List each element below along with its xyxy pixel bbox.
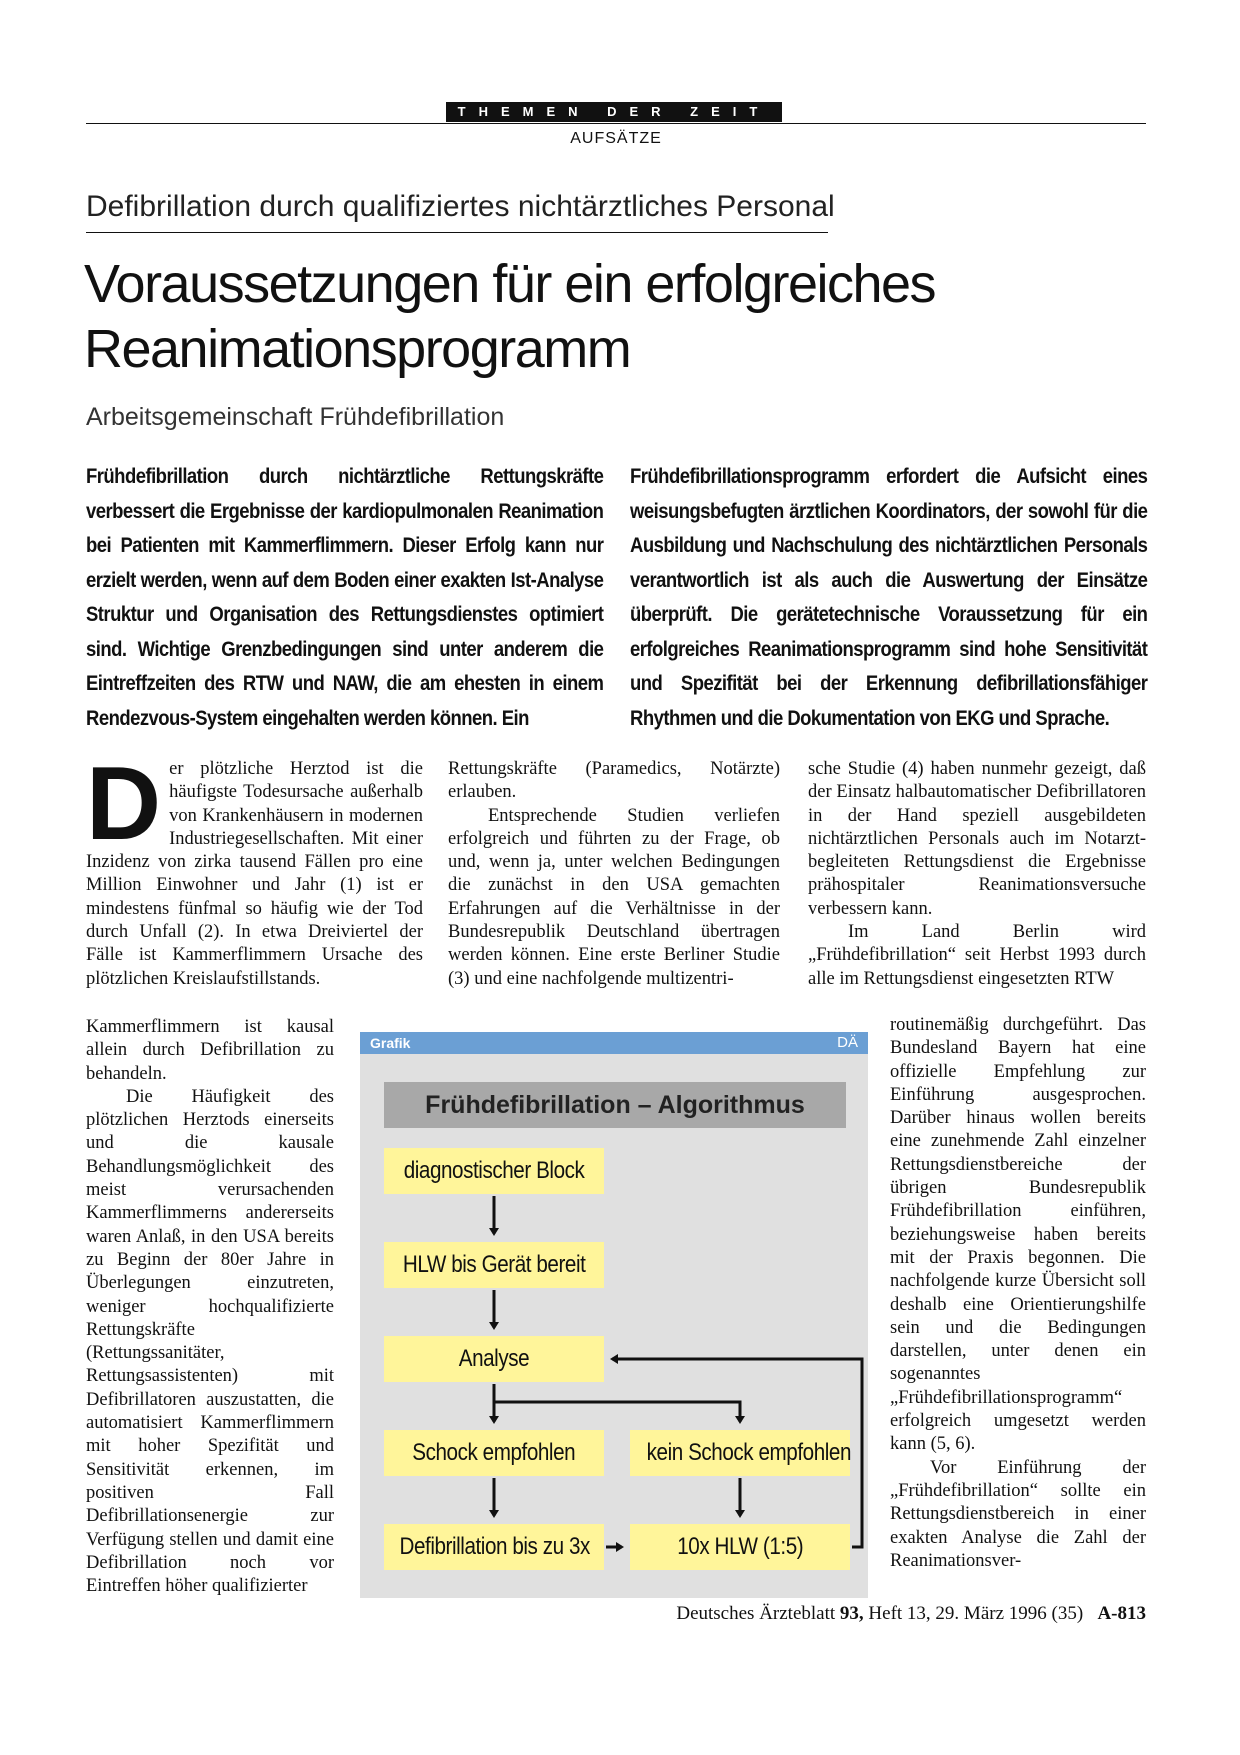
kicker: Defibrillation durch qualifiziertes nichtärztliches Personal — [86, 190, 835, 223]
body-paragraph — [86, 746, 423, 991]
flow-box-hlw: HLW bis Gerät bereit — [384, 1242, 604, 1288]
body-column-3-bottom — [890, 1014, 1146, 1573]
figure-label: Grafik — [370, 1035, 411, 1051]
kicker-rule — [86, 232, 828, 233]
headline-line-2: Reanimationsprogramm — [84, 319, 631, 379]
headline-line-1: Voraussetzungen für ein erfolgreiches — [84, 254, 936, 314]
flow-box-diagnostic: diagnostischer Block — [384, 1148, 604, 1194]
journal-volume: 93, — [839, 1603, 864, 1624]
body-paragraph: Rettungskräfte (Paramedics, Notärzte) erlauben. — [448, 759, 780, 803]
section-label: AUFSÄTZE — [570, 130, 662, 147]
flow-box-hlw-10x: 10x HLW (1:5) — [630, 1524, 850, 1570]
body-paragraph: Entsprechende Studien verliefen erfolgreich und führten zu der Frage, ob und, wenn ja, unter welchen Bedingungen die zunächst in den USA gemachten Erfahrungen auf die Verhältnisse in der Bundesrepublik Deutschland übertragen werden können. Eine erste Berliner Studie (3) und eine nachfolgende multizentri- — [448, 805, 780, 989]
body-text: er plötzliche Herztod ist die häufigste Todesursache außerhalb von Krankenhäusern in modernen Industriegesellschaften. Mit einer Inzidenz von zirka tausend Fällen pro eine Million Einwohner und Jahr (1) ist er mindestens fünfmal so häufig wie der Tod durch Unfall (2). In etwa Dreiviertel der Fälle ist Kammerflimmern Ursache des plötzlichen Kreislaufstillstands. — [86, 759, 423, 989]
page-number: A-813 — [1097, 1603, 1146, 1624]
body-paragraph: sche Studie (4) haben nunmehr gezeigt, daß der Einsatz halbautomatischer Defibrillatoren in der Hand speziell ausgebildeten nichtärztlichen Personals auch im Notarzt-begleiteten Rettungsdienst die Ergebnisse prähospitaler Reanimationsversuche verbessern kann. — [808, 759, 1146, 919]
figure-title: Frühdefibrillation – Algorithmus — [384, 1082, 846, 1128]
flow-box-kein-schock: kein Schock empfohlen — [630, 1430, 850, 1476]
page-footer — [630, 1603, 1146, 1625]
flow-box-defibrillation: Defibrillation bis zu 3x — [384, 1524, 604, 1570]
journal-name: Deutsches Ärzteblatt — [676, 1603, 836, 1624]
lead-paragraph-left: Frühdefibrillation durch nichtärztliche Rettungskräfte verbessert die Ergebnisse der kardiopulmonalen Reanimation bei Patienten mit Kammerflimmern. Dieser Erfolg kann nur erzielt werden, wenn auf dem Boden einer exakten Ist-Analyse Struktur und Organisation des Rettungsdienstes optimiert sind. Wichtige Grenzbedingungen sind unter anderem die Eintreffzeiten des RTW und NAW, die am ehesten in einem Rendezvous-System eingehalten werden können. Ein — [86, 465, 604, 730]
body-paragraph: Vor Einführung der „Frühdefibrillation“ sollte ein Rettungsdienstbereich in einer exakten Analyse die Zahl der Reanimationsver- — [890, 1457, 1146, 1571]
drop-cap: D — [86, 746, 162, 862]
body-column-1-bottom — [86, 1016, 334, 1598]
arrow-analyse-to-kein — [494, 1402, 740, 1422]
lead-paragraph-right: Frühdefibrillationsprogramm erfordert die Aufsicht eines weisungsbefugten ärztlichen Koordinators, der sowohl für die Ausbildung und Nachschulung des nichtärztlichen Personals verantwortlich ist als auch die Auswertung der Einsätze überprüft. Die gerätetechnische Voraussetzung für ein erfolgreiches Reanimationsprogramm sind hohe Sensitivität und Spezifität bei der Erkennung defibrillationsfähiger Rhythmen und die Dokumentation von EKG und Sprache. — [630, 465, 1148, 730]
body-column-2 — [448, 758, 780, 991]
header-rule — [86, 123, 1146, 124]
flow-box-schock: Schock empfohlen — [384, 1430, 604, 1476]
arrow-loop-back-to-analyse — [612, 1359, 862, 1547]
body-paragraph: Kammerflimmern ist kausal allein durch Defibrillation zu behandeln. — [86, 1017, 334, 1084]
body-paragraph: Die Häufigkeit des plötzlichen Herztods einerseits und die kausale Behandlungsmöglichkeit des meist verursachenden Kammerflimmerns andererseits waren Anlaß, in den USA bereits zu Beginn der 80er Jahre in Überlegungen einzutreten, weniger hochqualifizierte Rettungskräfte (Rettungssanitäter, Rettungsassistenten) mit Defibrillatoren auszustatten, die automatisiert Kammerflimmern mit hoher Spezifität und Sensitivität erkennen, im positiven Fall Defibrillationsenergie zur Verfügung stellen und damit eine Defibrillation noch vor Eintreffen höher qualifizierter — [86, 1086, 334, 1597]
body-paragraph: Im Land Berlin wird „Frühdefibrillation“ seit Herbst 1993 durch alle im Rettungsdienst eingesetzten RTW — [808, 922, 1146, 989]
body-paragraph: routinemäßig durchgeführt. Das Bundesland Bayern hat eine offizielle Empfehlung zur Einführung ausgesprochen. Darüber hinaus wollen bereits eine zunehmende Zahl einzelner Rettungsdienstbereiche der übrigen Bundesrepublik Frühdefibrillation einführen, beziehungsweise haben bereits mit der Praxis begonnen. Die nachfolgende kurze Übersicht soll deshalb eine Orientierungshilfe sein und die Bedingungen darstellen, unter denen ein sogenanntes „Frühdefibrillationsprogramm“ erfolgreich umgesetzt werden kann (5, 6). — [890, 1015, 1146, 1455]
flow-arrows — [360, 1032, 868, 1598]
section-masthead: THEMEN DER ZEIT — [446, 102, 782, 122]
author-line: Arbeitsgemeinschaft Frühdefibrillation — [86, 403, 505, 431]
body-column-1-top — [86, 746, 423, 991]
headline — [84, 252, 1154, 382]
figure-source: DÄ — [837, 1034, 858, 1051]
algorithm-figure — [360, 1032, 868, 1598]
journal-issue: Heft 13, 29. März 1996 (35) — [868, 1603, 1084, 1624]
body-column-3-top — [808, 758, 1146, 991]
flow-box-analyse: Analyse — [384, 1336, 604, 1382]
